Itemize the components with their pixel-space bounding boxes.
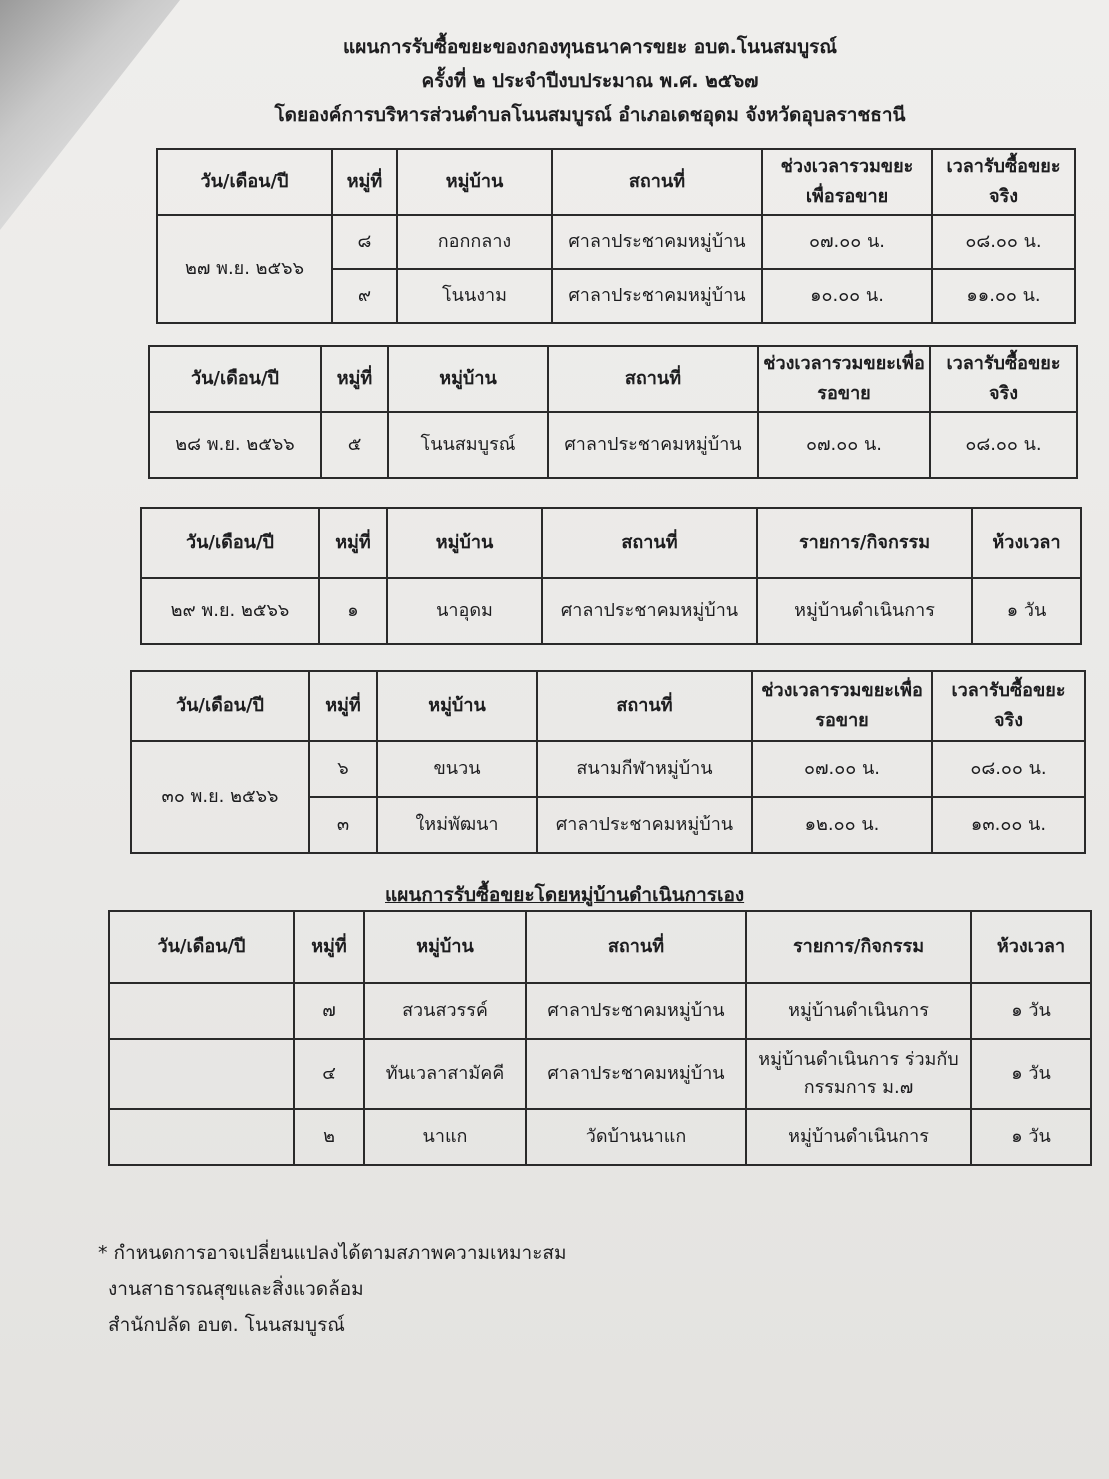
table-row xyxy=(157,215,1075,269)
col-gather-time: ช่วงเวลารวมขยะเพื่อรอขาย xyxy=(758,346,930,412)
col-gather-time: ช่วงเวลารวมขยะเพื่อรอขาย xyxy=(752,671,932,741)
cell-village: นาแก xyxy=(364,1109,526,1165)
col-date: วัน/เดือน/ปี xyxy=(157,149,332,215)
cell-place: ศาลาประชาคมหมู่บ้าน xyxy=(552,269,762,323)
col-activity: รายการ/กิจกรรม xyxy=(746,911,971,983)
cell-buy-time: ๑๑.๐๐ น. xyxy=(932,269,1075,323)
cell-activity: หมู่บ้านดำเนินการ xyxy=(757,578,972,644)
col-place: สถานที่ xyxy=(552,149,762,215)
col-date: วัน/เดือน/ปี xyxy=(131,671,309,741)
col-activity: รายการ/กิจกรรม xyxy=(757,508,972,578)
col-date: วัน/เดือน/ปี xyxy=(141,508,319,578)
cell-moo: ๓ xyxy=(309,797,377,853)
note-disclaimer: * กำหนดการอาจเปลี่ยนแปลงได้ตามสภาพความเหมาะสม xyxy=(98,1242,567,1264)
cell-date xyxy=(109,1109,294,1165)
col-buy-time: เวลารับซื้อขยะจริง xyxy=(930,346,1077,412)
col-period: ห้วงเวลา xyxy=(972,508,1081,578)
cell-village: โนนงาม xyxy=(397,269,552,323)
col-gather-time: ช่วงเวลารวมขยะเพื่อรอขาย xyxy=(762,149,932,215)
cell-moo: ๑ xyxy=(319,578,387,644)
cell-village: ขนวน xyxy=(377,741,537,797)
cell-village: ทันเวลาสามัคคี xyxy=(364,1039,526,1109)
cell-period: ๑ วัน xyxy=(972,578,1081,644)
col-moo: หมู่ที่ xyxy=(309,671,377,741)
schedule-table-2 xyxy=(148,345,1078,479)
header-round: ครั้งที่ ๒ ประจำปีงบประมาณ พ.ศ. ๒๕๖๗ xyxy=(421,70,759,92)
table-row xyxy=(149,412,1077,478)
cell-activity: หมู่บ้านดำเนินการ xyxy=(746,983,971,1039)
header-organization: โดยองค์การบริหารส่วนตำบลโนนสมบูรณ์ อำเภอเดชอุดม จังหวัดอุบลราชธานี xyxy=(274,104,906,126)
cell-buy-time: ๐๘.๐๐ น. xyxy=(932,741,1085,797)
schedule-table-5 xyxy=(108,910,1092,1166)
header-title: แผนการรับซื้อขยะของกองทุนธนาคารขยะ อบต.โนนสมบูรณ์ xyxy=(342,36,838,58)
cell-buy-time: ๐๘.๐๐ น. xyxy=(932,215,1075,269)
note-office: สำนักปลัด อบต. โนนสมบูรณ์ xyxy=(108,1314,345,1336)
cell-village: สวนสวรรค์ xyxy=(364,983,526,1039)
cell-date: ๒๘ พ.ย. ๒๕๖๖ xyxy=(149,412,321,478)
col-village: หมู่บ้าน xyxy=(388,346,548,412)
schedule-table-3 xyxy=(140,507,1082,645)
col-moo: หมู่ที่ xyxy=(332,149,397,215)
col-moo: หมู่ที่ xyxy=(294,911,364,983)
cell-gather-time: ๑๐.๐๐ น. xyxy=(762,269,932,323)
cell-place: ศาลาประชาคมหมู่บ้าน xyxy=(552,215,762,269)
cell-place: ศาลาประชาคมหมู่บ้าน xyxy=(537,797,752,853)
cell-gather-time: ๐๗.๐๐ น. xyxy=(752,741,932,797)
cell-moo: ๗ xyxy=(294,983,364,1039)
col-place: สถานที่ xyxy=(526,911,746,983)
col-village: หมู่บ้าน xyxy=(377,671,537,741)
cell-period: ๑ วัน xyxy=(971,983,1091,1039)
cell-moo: ๔ xyxy=(294,1039,364,1109)
cell-place: ศาลาประชาคมหมู่บ้าน xyxy=(526,1039,746,1109)
cell-date: ๓๐ พ.ย. ๒๕๖๖ xyxy=(131,741,309,853)
self-managed-subtitle: แผนการรับซื้อขยะโดยหมู่บ้านดำเนินการเอง xyxy=(385,884,745,906)
cell-period: ๑ วัน xyxy=(971,1039,1091,1109)
cell-village: นาอุดม xyxy=(387,578,542,644)
cell-gather-time: ๑๒.๐๐ น. xyxy=(752,797,932,853)
cell-date xyxy=(109,1039,294,1109)
col-moo: หมู่ที่ xyxy=(321,346,388,412)
col-place: สถานที่ xyxy=(542,508,757,578)
col-date: วัน/เดือน/ปี xyxy=(109,911,294,983)
col-buy-time: เวลารับซื้อขยะจริง xyxy=(932,671,1085,741)
cell-activity: หมู่บ้านดำเนินการ ร่วมกับกรรมการ ม.๗ xyxy=(746,1039,971,1109)
cell-moo: ๒ xyxy=(294,1109,364,1165)
cell-date: ๒๙ พ.ย. ๒๕๖๖ xyxy=(141,578,319,644)
col-period: ห้วงเวลา xyxy=(971,911,1091,983)
cell-moo: ๙ xyxy=(332,269,397,323)
document-header xyxy=(180,30,1000,132)
cell-moo: ๕ xyxy=(321,412,388,478)
cell-activity: หมู่บ้านดำเนินการ xyxy=(746,1109,971,1165)
footnotes xyxy=(98,1235,567,1343)
col-village: หมู่บ้าน xyxy=(387,508,542,578)
cell-place: ศาลาประชาคมหมู่บ้าน xyxy=(526,983,746,1039)
cell-gather-time: ๐๗.๐๐ น. xyxy=(762,215,932,269)
cell-period: ๑ วัน xyxy=(971,1109,1091,1165)
cell-place: สนามกีฬาหมู่บ้าน xyxy=(537,741,752,797)
cell-village: โนนสมบูรณ์ xyxy=(388,412,548,478)
table-row xyxy=(131,741,1085,797)
cell-buy-time: ๑๓.๐๐ น. xyxy=(932,797,1085,853)
cell-date: ๒๗ พ.ย. ๒๕๖๖ xyxy=(157,215,332,323)
table-row xyxy=(109,1039,1091,1109)
cell-village: กอกกลาง xyxy=(397,215,552,269)
col-date: วัน/เดือน/ปี xyxy=(149,346,321,412)
cell-date xyxy=(109,983,294,1039)
col-village: หมู่บ้าน xyxy=(397,149,552,215)
cell-gather-time: ๐๗.๐๐ น. xyxy=(758,412,930,478)
col-place: สถานที่ xyxy=(548,346,758,412)
table-row xyxy=(141,578,1081,644)
cell-place: ศาลาประชาคมหมู่บ้าน xyxy=(548,412,758,478)
col-buy-time: เวลารับซื้อขยะจริง xyxy=(932,149,1075,215)
cell-place: ศาลาประชาคมหมู่บ้าน xyxy=(542,578,757,644)
cell-place: วัดบ้านนาแก xyxy=(526,1109,746,1165)
cell-village: ใหม่พัฒนา xyxy=(377,797,537,853)
cell-moo: ๘ xyxy=(332,215,397,269)
table-row xyxy=(109,1109,1091,1165)
cell-buy-time: ๐๘.๐๐ น. xyxy=(930,412,1077,478)
col-village: หมู่บ้าน xyxy=(364,911,526,983)
table-row xyxy=(109,983,1091,1039)
schedule-table-4 xyxy=(130,670,1086,854)
schedule-table-1 xyxy=(156,148,1076,324)
note-department: งานสาธารณสุขและสิ่งแวดล้อม xyxy=(108,1278,364,1300)
cell-moo: ๖ xyxy=(309,741,377,797)
col-place: สถานที่ xyxy=(537,671,752,741)
col-moo: หมู่ที่ xyxy=(319,508,387,578)
